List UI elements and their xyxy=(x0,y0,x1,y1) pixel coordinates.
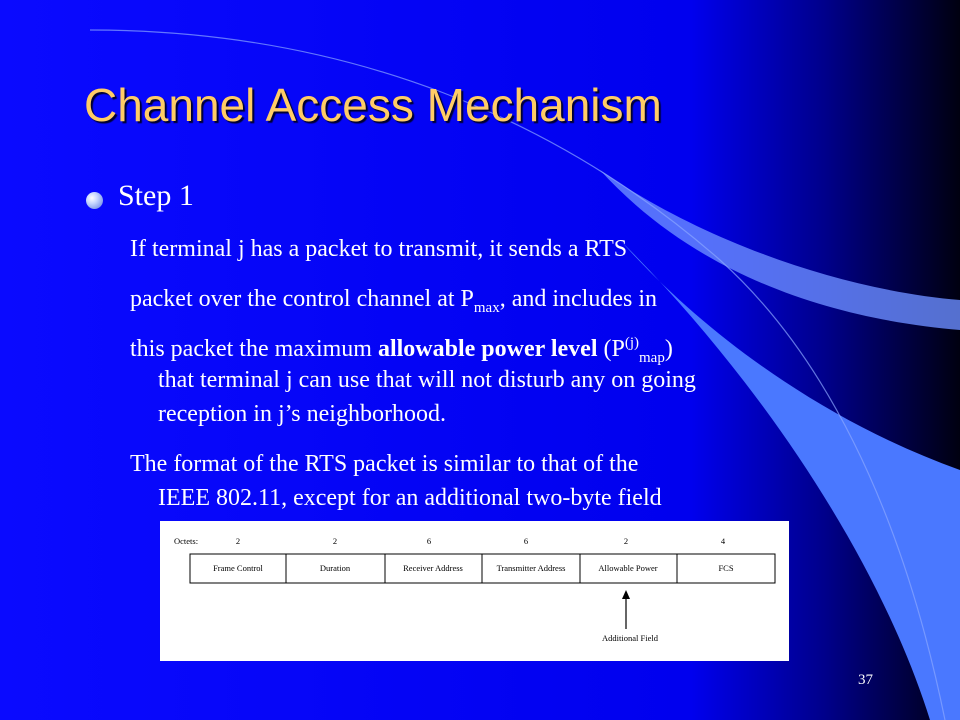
annotation-additional-field: Additional Field xyxy=(602,633,658,643)
body-line-3: this packet the maximum allowable power level $(P^{(j)}_{map})$ xyxy=(130,335,673,366)
field-fcs: FCS xyxy=(718,563,734,573)
page-number: 37 xyxy=(858,672,873,688)
rts-frame-diagram xyxy=(160,521,789,661)
field-duration: Duration xyxy=(319,563,351,573)
octet-count: 4 xyxy=(720,536,726,546)
subscript-map: map xyxy=(639,350,665,366)
emphasis-allowable-power: allowable power level xyxy=(377,336,598,362)
octet-count: 2 xyxy=(235,536,241,546)
bullet-step: Step 1 xyxy=(118,179,194,212)
body-line-4: that terminal j can use that will not disturb any on going xyxy=(158,367,696,393)
octet-count: 6 xyxy=(426,536,432,546)
body-line-5: reception in j’s neighborhood. xyxy=(158,401,446,427)
field-frame-control: Frame Control xyxy=(213,563,263,573)
octet-count: 2 xyxy=(332,536,338,546)
field-allowable-power: Allowable Power xyxy=(598,563,658,573)
body-line-2: packet over the control channel at $P_{max}$, and includes in xyxy=(130,286,658,316)
octets-label: Octets: xyxy=(174,536,199,546)
body-line-7: IEEE 802.11, except for an additional two-byte field xyxy=(158,485,662,511)
field-transmitter-address: Transmitter Address xyxy=(496,563,566,573)
bullet-icon xyxy=(86,192,103,209)
body-line-6: The format of the RTS packet is similar to that of the xyxy=(130,451,639,477)
body-line-1: If terminal j has a packet to transmit, it sends a RTS xyxy=(130,236,628,262)
arrow-up-icon xyxy=(622,590,630,599)
subscript-max: max xyxy=(473,300,500,316)
octet-count: 2 xyxy=(623,536,629,546)
octet-count: 6 xyxy=(523,536,529,546)
field-receiver-address: Receiver Address xyxy=(403,563,463,573)
superscript-j: (j) xyxy=(624,335,639,351)
slide-title: Channel Access Mechanism xyxy=(84,79,662,131)
